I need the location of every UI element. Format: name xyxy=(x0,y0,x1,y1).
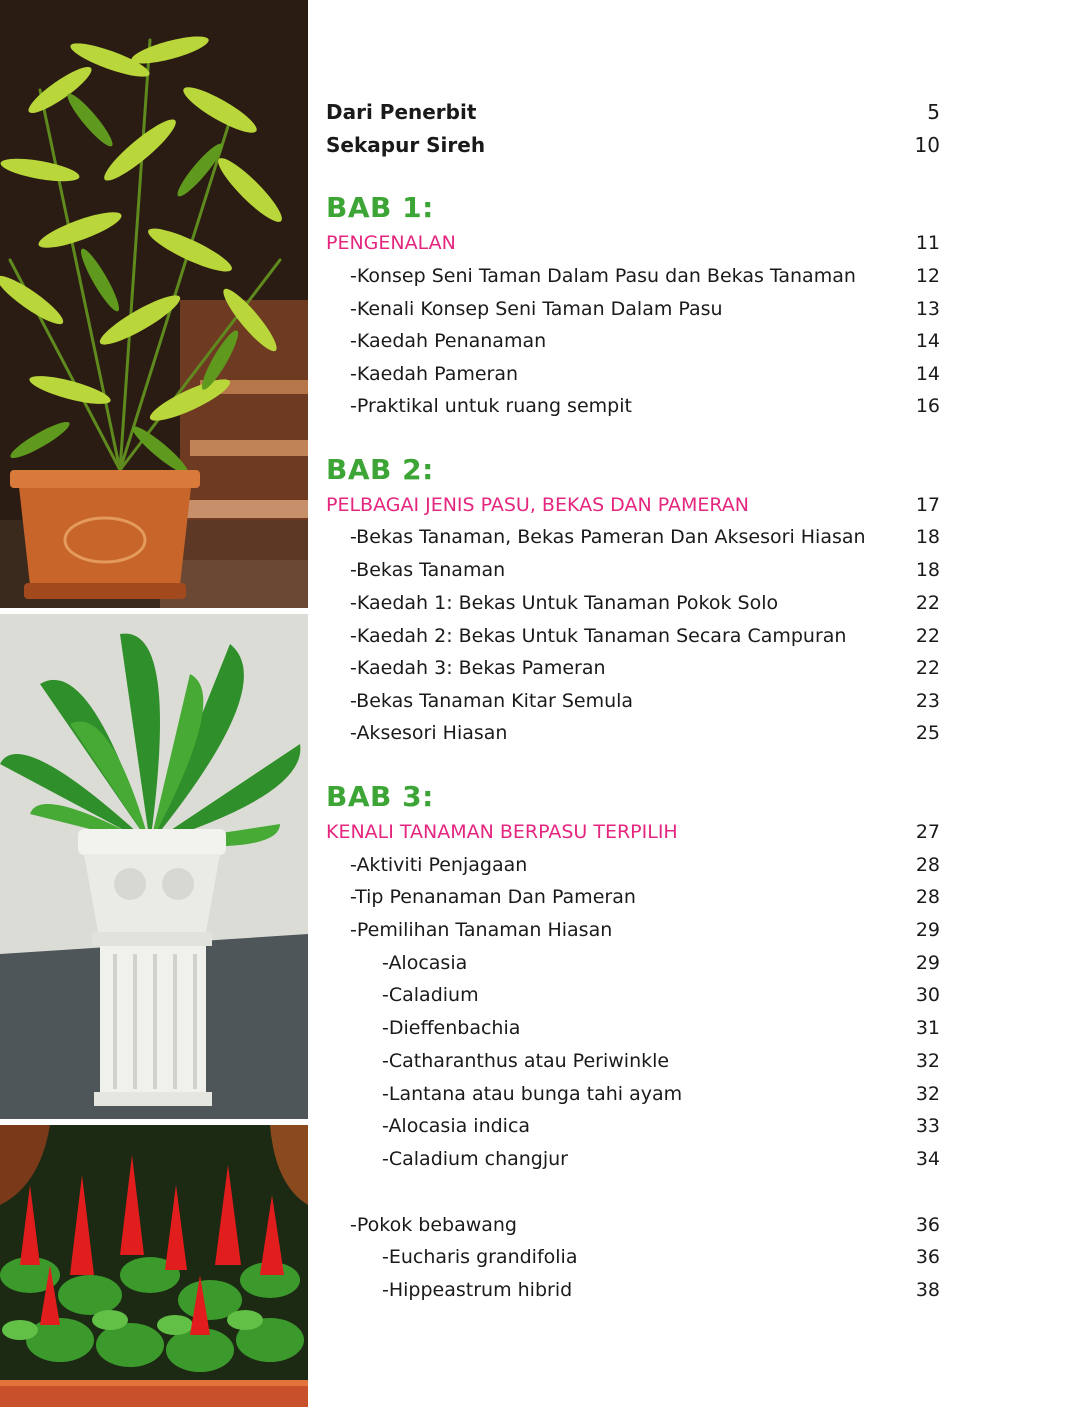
toc-entry-title: -Kaedah Penanaman xyxy=(350,330,547,352)
toc-entry-title: -Kenali Konsep Seni Taman Dalam Pasu xyxy=(350,298,723,320)
toc-entry-page: 14 xyxy=(915,330,940,352)
toc-subentry xyxy=(382,1275,940,1305)
toc-entry-title: Sekapur Sireh xyxy=(326,133,486,157)
toc-subentry xyxy=(382,948,940,978)
toc-subentry xyxy=(382,1013,940,1043)
toc-entry xyxy=(350,718,940,748)
chapter-title-row xyxy=(326,228,940,258)
toc-entry-page: 22 xyxy=(915,625,940,647)
toc-subentry xyxy=(382,1046,940,1076)
bab-2-heading: BAB 2: xyxy=(326,453,434,486)
toc-entry xyxy=(350,882,940,912)
toc-subentry-title: -Caladium changjur xyxy=(382,1148,568,1170)
chapter-page: 17 xyxy=(915,494,940,516)
toc-entry-title: -Bekas Tanaman xyxy=(350,559,506,581)
bab-3-heading: BAB 3: xyxy=(326,780,434,813)
toc-subentry-page: 34 xyxy=(915,1148,940,1170)
toc-entry-page: 36 xyxy=(915,1214,940,1236)
toc-entry-page: 23 xyxy=(915,690,940,712)
toc-subentry-title: -Eucharis grandifolia xyxy=(382,1246,578,1268)
toc-entry-title: -Kaedah 3: Bekas Pameran xyxy=(350,657,606,679)
toc-entry-title: -Kaedah Pameran xyxy=(350,363,519,385)
toc-subentry xyxy=(382,1144,940,1174)
toc-entry-title: -Praktikal untuk ruang sempit xyxy=(350,395,632,417)
toc-entry-page: 28 xyxy=(915,854,940,876)
toc-entry-page: 22 xyxy=(915,657,940,679)
toc-subentry xyxy=(382,980,940,1010)
toc-subentry xyxy=(382,1079,940,1109)
toc-entry-title: -Bekas Tanaman, Bekas Pameran Dan Aksesori Hiasan xyxy=(350,526,866,548)
toc-entry xyxy=(326,97,940,127)
toc-subentry-title: -Dieffenbachia xyxy=(382,1017,521,1039)
toc-entry-page: 5 xyxy=(927,100,940,124)
toc-entry xyxy=(350,915,940,945)
toc-entry xyxy=(350,359,940,389)
toc-entry-page: 22 xyxy=(915,592,940,614)
toc-subentry xyxy=(382,1242,940,1272)
toc-entry xyxy=(350,522,940,552)
toc-subentry-page: 38 xyxy=(915,1279,940,1301)
toc-entry-title: -Aksesori Hiasan xyxy=(350,722,508,744)
toc-entry-page: 14 xyxy=(915,363,940,385)
toc-entry-title: -Pokok bebawang xyxy=(350,1214,517,1236)
toc-entry-title: -Konsep Seni Taman Dalam Pasu dan Bekas Tanaman xyxy=(350,265,856,287)
toc-subentry-title: -Lantana atau bunga tahi ayam xyxy=(382,1083,683,1105)
toc-entry xyxy=(350,261,940,291)
toc-entry-page: 18 xyxy=(915,526,940,548)
chapter-title-row xyxy=(326,490,940,520)
chapter-page: 11 xyxy=(915,232,940,254)
chapter-page: 27 xyxy=(915,821,940,843)
toc-entry-title: Dari Penerbit xyxy=(326,100,477,124)
toc-entry xyxy=(350,653,940,683)
toc-subentry-title: -Alocasia indica xyxy=(382,1115,531,1137)
toc-entry-page: 28 xyxy=(915,886,940,908)
toc-entry-title: -Pemilihan Tanaman Hiasan xyxy=(350,919,613,941)
toc-entry-title: -Kaedah 1: Bekas Untuk Tanaman Pokok Solo xyxy=(350,592,779,614)
toc-subentry-title: -Catharanthus atau Periwinkle xyxy=(382,1050,670,1072)
chapter-title: KENALI TANAMAN BERPASU TERPILIH xyxy=(326,821,678,843)
toc-entry xyxy=(350,294,940,324)
toc-subentry-page: 32 xyxy=(915,1050,940,1072)
toc-subentry-page: 31 xyxy=(915,1017,940,1039)
toc-entry xyxy=(350,555,940,585)
toc-subentry-title: -Hippeastrum hibrid xyxy=(382,1279,573,1301)
toc-subentry-title: -Caladium xyxy=(382,984,479,1006)
toc-entry xyxy=(350,686,940,716)
chapter-title: PELBAGAI JENIS PASU, BEKAS DAN PAMERAN xyxy=(326,494,750,516)
chapter-title: PENGENALAN xyxy=(326,232,456,254)
toc-entry-page: 25 xyxy=(915,722,940,744)
toc-entry-page: 10 xyxy=(914,133,940,157)
toc-entry xyxy=(350,1210,940,1240)
toc-subentry xyxy=(382,1111,940,1141)
toc-entry xyxy=(350,850,940,880)
toc-subentry-page: 29 xyxy=(915,952,940,974)
toc-entry-page: 16 xyxy=(915,395,940,417)
toc-entry-title: -Bekas Tanaman Kitar Semula xyxy=(350,690,634,712)
toc-entry-page: 13 xyxy=(915,298,940,320)
toc-entry-title: -Tip Penanaman Dan Pameran xyxy=(350,886,636,908)
toc-entry-title: -Aktiviti Penjagaan xyxy=(350,854,528,876)
toc-subentry-page: 36 xyxy=(915,1246,940,1268)
toc-entry-page: 18 xyxy=(915,559,940,581)
toc-entry-page: 29 xyxy=(915,919,940,941)
toc-entry xyxy=(350,621,940,651)
toc-subentry-page: 33 xyxy=(915,1115,940,1137)
chapter-title-row xyxy=(326,817,940,847)
toc-subentry-page: 32 xyxy=(915,1083,940,1105)
bab-1-heading: BAB 1: xyxy=(326,191,434,224)
toc-entry xyxy=(350,326,940,356)
toc-subentry-page: 30 xyxy=(915,984,940,1006)
toc-entry-title: -Kaedah 2: Bekas Untuk Tanaman Secara Campuran xyxy=(350,625,847,647)
toc-entry-page: 12 xyxy=(915,265,940,287)
toc-entry xyxy=(350,588,940,618)
toc-entry xyxy=(350,391,940,421)
toc-subentry-title: -Alocasia xyxy=(382,952,468,974)
toc-entry xyxy=(326,130,940,160)
